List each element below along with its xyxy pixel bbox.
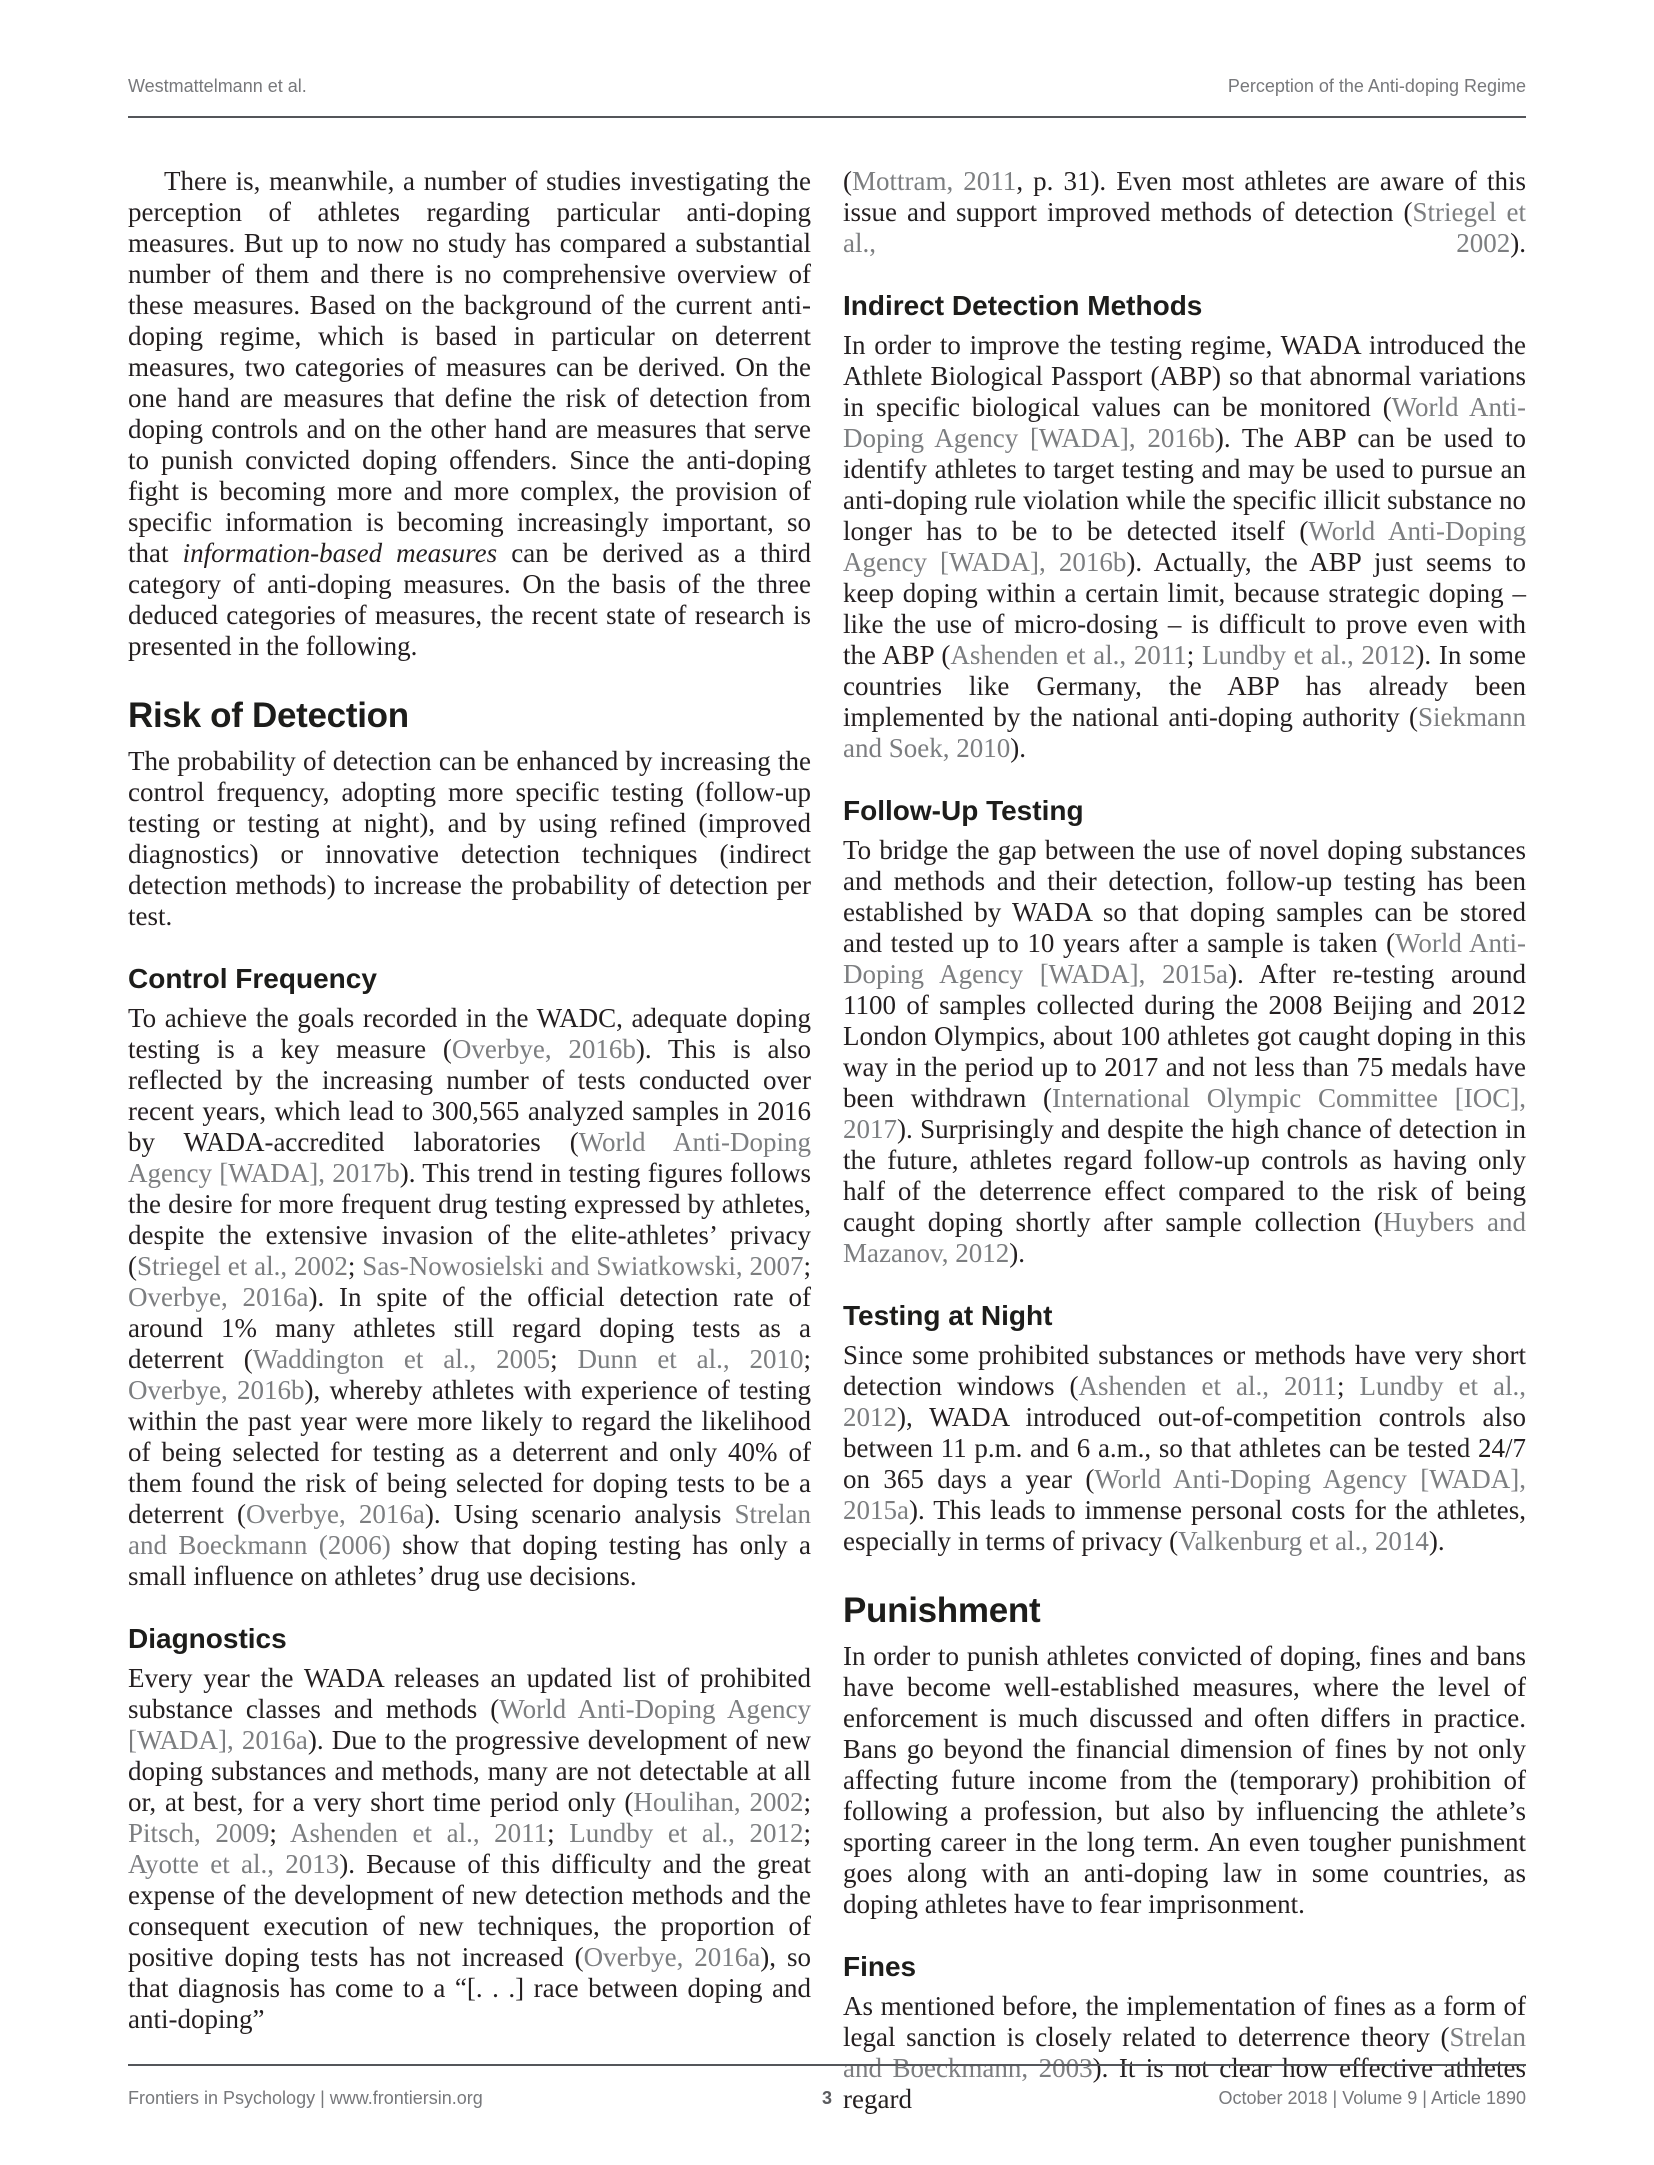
text-run: ). bbox=[1428, 1526, 1445, 1556]
text-run: To bridge the gap between the use of novel doping substances and methods and their detection, follow-up testing has been established by WADA so that doping samples can be stored and tested up to 10 years after a sample is taken ( bbox=[843, 835, 1526, 958]
text-run: To achieve the goals recorded in the WADC, adequate doping testing is a key measure ( bbox=[128, 1003, 811, 1064]
text-run: ; bbox=[547, 1818, 570, 1848]
paragraph bbox=[128, 1003, 811, 1592]
footer-issue: October 2018 | Volume 9 | Article 1890 bbox=[1218, 2088, 1526, 2108]
text-run: ). Because of this difficulty and the great expense of the development of new detection methods and the consequent execution of new techniques, the proportion of positive doping tests has not increased ( bbox=[128, 1849, 811, 1972]
subsection-heading: Follow-Up Testing bbox=[843, 795, 1084, 826]
citation-link[interactable]: Overbye, 2016b bbox=[451, 1034, 636, 1064]
subsection-heading: Diagnostics bbox=[128, 1623, 287, 1654]
citation-link[interactable]: Pitsch, 2009 bbox=[128, 1818, 270, 1848]
section-heading: Risk of Detection bbox=[128, 696, 409, 735]
header-rule bbox=[128, 116, 1526, 118]
citation-link[interactable]: Valkenburg et al., 2014 bbox=[1178, 1526, 1429, 1556]
text-run: ; bbox=[1186, 640, 1202, 670]
footer-journal: Frontiers in Psychology | www.frontiersin.org bbox=[128, 2088, 483, 2108]
citation-link[interactable]: Mottram, 2011 bbox=[852, 166, 1017, 196]
text-run: ). The ABP can be used to identify athletes to target testing and may be used to pursue an anti-doping rule violation while the specific illicit substance no longer has to be to be detected itself ( bbox=[843, 423, 1526, 546]
citation-link[interactable]: Overbye, 2016a bbox=[583, 1942, 761, 1972]
text-run: ). Actually, the ABP just seems to keep doping within a certain limit, because strategic doping – like the use of micro-dosing – is difficult to prove even with the ABP ( bbox=[843, 547, 1527, 670]
paragraph bbox=[843, 330, 1526, 764]
subsection-heading: Testing at Night bbox=[843, 1300, 1053, 1331]
text-run: ). bbox=[1010, 733, 1026, 763]
text-run: The probability of detection can be enhanced by increasing the control frequency, adopting more specific testing (follow-up testing or testing at night), and by using refined (improved diagnostics) or innovative detection techniques (indirect detection methods) to increase the probability of detection per test. bbox=[128, 746, 811, 931]
citation-link[interactable]: World Anti-Doping Agency [WADA], 2016b bbox=[843, 516, 1526, 577]
citation-link[interactable]: Waddington et al., 2005 bbox=[252, 1344, 551, 1374]
header-title: Perception of the Anti-doping Regime bbox=[1227, 76, 1526, 96]
text-run: In order to improve the testing regime, WADA introduced the Athlete Biological Passport (ABP) so that abnormal variations in specific biological values can be monitored ( bbox=[843, 330, 1526, 422]
citation-link[interactable]: Ayotte et al., 2013 bbox=[128, 1849, 340, 1879]
paragraph bbox=[128, 1663, 811, 2035]
citation-link[interactable]: Overbye, 2016a bbox=[246, 1499, 425, 1529]
citation-link[interactable]: International Olympic Committee [IOC], 2017 bbox=[843, 1083, 1526, 1144]
citation-link[interactable]: Ashenden et al., 2011 bbox=[1078, 1371, 1337, 1401]
text-run: show that doping testing has only a small influence on athletes’ drug use decisions. bbox=[128, 1530, 811, 1591]
text-run: ). It is not clear how effective athletes regard bbox=[843, 2053, 1526, 2114]
citation-link[interactable]: Houlihan, 2002 bbox=[633, 1787, 804, 1817]
text-run: In order to punish athletes convicted of doping, fines and bans have become well-established measures, where the level of enforcement is much discussed and often differs in practice. Bans go beyond the financial dimension of fines by not only affecting future income from the (temporary) prohibition of following a profession, but also by influencing the athlete’s sporting career in the long term. An even tougher punishment goes along with an anti-doping law in some countries, as doping athletes have to fear imprisonment. bbox=[843, 1641, 1526, 1919]
citation-link[interactable]: Strelan and Boeckmann (2006) bbox=[128, 1499, 811, 1560]
header-author: Westmattelmann et al. bbox=[128, 76, 307, 96]
right-column bbox=[843, 166, 1526, 2115]
citation-link[interactable]: World Anti-Doping Agency [WADA], 2015a bbox=[843, 1464, 1526, 1525]
subsection-heading: Control Frequency bbox=[128, 963, 377, 994]
text-run: There is, meanwhile, a number of studies investigating the perception of athletes regarding particular anti-doping measures. But up to now no study has compared a substantial number of them and there is no comprehensive overview of these measures. Based on the background of the current anti-doping regime, which is based in particular on deterrent measures, two categories of measures can be derived. On the one hand are measures that define the risk of detection from doping controls and on the other hand are measures that serve to punish convicted doping offenders. Since the anti-doping fight is becoming more and more complex, the provision of specific information is becoming increasingly important, so that bbox=[128, 166, 811, 568]
citation-link[interactable]: Lundby et al., 2012 bbox=[569, 1818, 804, 1848]
text-run: ; bbox=[803, 1344, 811, 1374]
text-run: ). After re-testing around 1100 of samples collected during the 2008 Beijing and 2012 London Olympics, about 100 athletes got caught doping in this way in the period up to 2017 and not less than 75 medals have been withdrawn ( bbox=[843, 959, 1526, 1113]
citation-link[interactable]: World Anti-Doping Agency [WADA], 2016b bbox=[843, 392, 1527, 453]
citation-link[interactable]: Strelan and Boeckmann, 2003 bbox=[843, 2022, 1526, 2083]
text-run: ), WADA introduced out-of-competition controls also between 11 p.m. and 6 a.m., so that athletes can be tested 24/7 on 365 days a year ( bbox=[843, 1402, 1526, 1494]
text-run: Since some prohibited substances or methods have very short detection windows ( bbox=[843, 1340, 1526, 1401]
text-run: can be derived as a third category of anti-doping measures. On the basis of the three deduced categories of measures, the recent state of research is presented in the following. bbox=[128, 538, 811, 661]
text-run: ; bbox=[1336, 1371, 1360, 1401]
text-run: ). In some countries like Germany, the ABP has already been implemented by the national anti-doping authority ( bbox=[843, 640, 1526, 732]
citation-link[interactable]: Dunn et al., 2010 bbox=[577, 1344, 804, 1374]
text-run: ). This is also reflected by the increasing number of tests conducted over recent years, which lead to 300,565 analyzed samples in 2016 by WADA-accredited laboratories ( bbox=[128, 1034, 811, 1157]
citation-link[interactable]: Overbye, 2016a bbox=[128, 1282, 309, 1312]
paragraph bbox=[843, 1641, 1526, 1920]
citation-link[interactable]: Lundby et al., 2012 bbox=[1201, 640, 1416, 670]
citation-link[interactable]: Striegel et al., 2002 bbox=[137, 1251, 348, 1281]
text-run: Every year the WADA releases an updated list of prohibited substance classes and methods ( bbox=[128, 1663, 811, 1724]
text-run: ; bbox=[803, 1251, 811, 1281]
text-run: ). bbox=[1009, 1238, 1025, 1268]
emphasis-text: information-based measures bbox=[182, 538, 498, 568]
text-run: ). Using scenario analysis bbox=[424, 1499, 735, 1529]
subsection-heading: Indirect Detection Methods bbox=[843, 290, 1203, 321]
text-run: ). Surprisingly and despite the high chance of detection in the future, athletes regard follow-up controls as having only half of the deterrence effect compared to the risk of being caught doping shortly after sample collection ( bbox=[843, 1114, 1526, 1237]
text-run: ; bbox=[803, 1818, 811, 1848]
text-run: ), so that diagnosis has come to a “[. . .] race between doping and anti-doping” bbox=[128, 1942, 811, 2034]
text-run: ). This trend in testing figures follows the desire for more frequent drug testing expressed by athletes, despite the extensive invasion of the elite-athletes’ privacy ( bbox=[128, 1158, 811, 1281]
article-body bbox=[128, 166, 1526, 2115]
citation-link[interactable]: World Anti-Doping Agency [WADA], 2016a bbox=[128, 1694, 812, 1755]
citation-link[interactable]: Striegel et al., 2002 bbox=[843, 197, 1526, 258]
paragraph bbox=[843, 835, 1526, 1269]
left-column bbox=[128, 166, 811, 2115]
paragraph bbox=[843, 166, 1526, 259]
citation-link[interactable]: Lundby et al., 2012 bbox=[843, 1371, 1526, 1432]
text-run: ( bbox=[843, 166, 852, 196]
text-run: ; bbox=[803, 1787, 811, 1817]
citation-link[interactable]: World Anti-Doping Agency [WADA], 2017b bbox=[128, 1127, 811, 1188]
citation-link[interactable]: Sas-Nowosielski and Swiatkowski, 2007 bbox=[362, 1251, 804, 1281]
text-run: ). Due to the progressive development of new doping substances and methods, many are not detectable at all or, at best, for a very short time period only ( bbox=[128, 1725, 812, 1817]
citation-link[interactable]: Ashenden et al., 2011 bbox=[950, 640, 1187, 670]
text-run: ), whereby athletes with experience of testing within the past year were more likely to regard the likelihood of being selected for testing as a deterrent and only 40% of them found the risk of being selected for doping tests to be a deterrent ( bbox=[128, 1375, 811, 1529]
text-run: ). This leads to immense personal costs for the athletes, especially in terms of privacy ( bbox=[843, 1495, 1526, 1556]
subsection-heading: Fines bbox=[843, 1951, 917, 1982]
citation-link[interactable]: Ashenden et al., 2011 bbox=[289, 1818, 548, 1848]
running-footer bbox=[128, 2088, 1526, 2109]
paragraph bbox=[128, 166, 811, 662]
citation-link[interactable]: World Anti-Doping Agency [WADA], 2015a bbox=[843, 928, 1526, 989]
paragraph bbox=[843, 1340, 1526, 1557]
citation-link[interactable]: Overbye, 2016b bbox=[128, 1375, 305, 1405]
text-run: ; bbox=[269, 1818, 290, 1848]
text-run: ; bbox=[347, 1251, 363, 1281]
text-run: ). In spite of the official detection rate of around 1% many athletes still regard doping tests as a deterrent ( bbox=[128, 1282, 811, 1374]
footer-rule bbox=[128, 2064, 1526, 2066]
text-run: As mentioned before, the implementation of fines as a form of legal sanction is closely related to deterrence theory ( bbox=[843, 1991, 1526, 2052]
section-heading: Punishment bbox=[843, 1591, 1041, 1630]
text-run: , p. 31). Even most athletes are aware of this issue and support improved methods of detection ( bbox=[843, 166, 1526, 227]
footer-page-number: 3 bbox=[821, 2088, 832, 2108]
citation-link[interactable]: Siekmann and Soek, 2010 bbox=[843, 702, 1526, 763]
text-run: ; bbox=[550, 1344, 578, 1374]
text-run: ). bbox=[1510, 228, 1526, 258]
running-header bbox=[128, 76, 1526, 97]
citation-link[interactable]: Huybers and Mazanov, 2012 bbox=[843, 1207, 1527, 1268]
paragraph bbox=[128, 746, 811, 932]
